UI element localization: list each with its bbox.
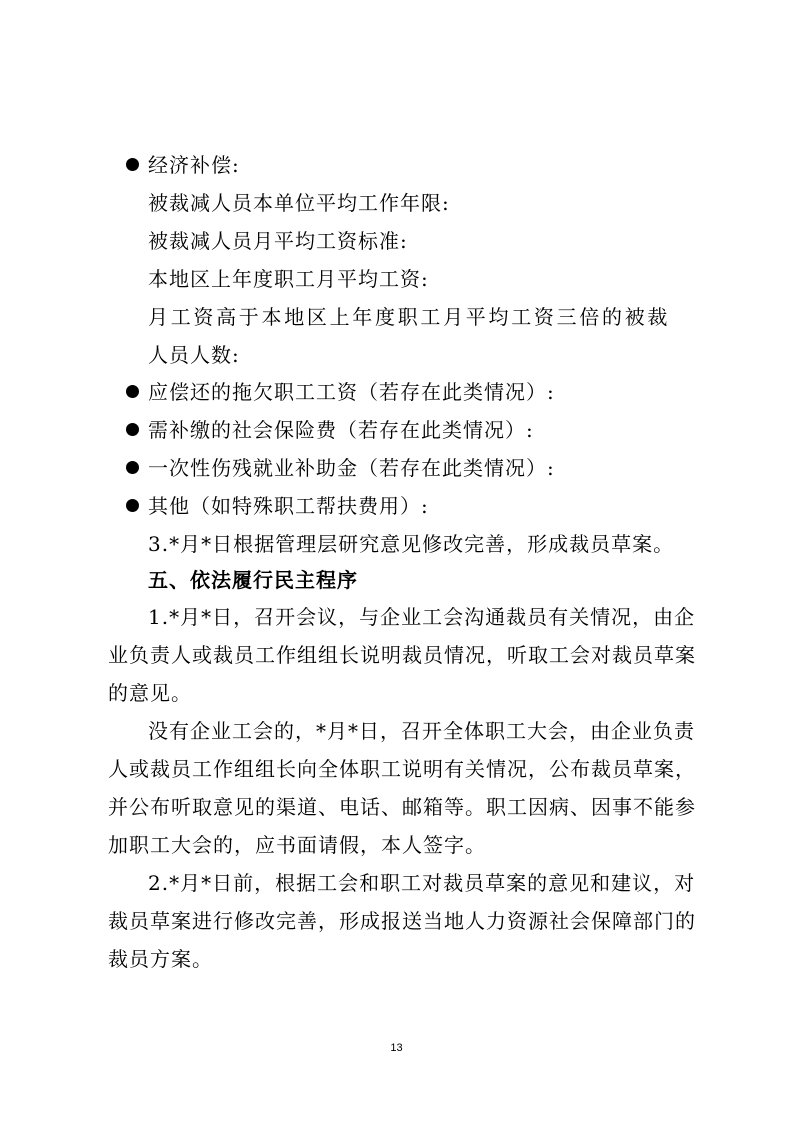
para3-line2: 裁员草案进行修改完善，形成报送当地人力资源社会保障部门的 bbox=[108, 909, 696, 933]
step-3: 3.*月*日根据管理层研究意见修改完善，形成裁员草案。 bbox=[148, 532, 675, 556]
para3-line3: 裁员方案。 bbox=[108, 947, 213, 971]
bullet-other: 其他（如特殊职工帮扶费用）: bbox=[148, 494, 429, 518]
para2-line1: 没有企业工会的，*月*日，召开全体职工大会，由企业负责 bbox=[148, 719, 695, 743]
para3-line1: 2.*月*日前，根据工会和职工对裁员草案的意见和建议，对 bbox=[148, 871, 696, 895]
para1-line1: 1.*月*日，召开会议，与企业工会沟通裁员有关情况，由企 bbox=[148, 605, 696, 629]
comp-item-avg-years: 被裁减人员本单位平均工作年限: bbox=[148, 191, 450, 215]
bullet-dot bbox=[126, 423, 139, 436]
bullet-unpaid-wages: 应偿还的拖欠职工工资（若存在此类情况）: bbox=[148, 380, 555, 404]
bullet-dot bbox=[126, 385, 139, 398]
para2-line2: 人或裁员工作组组长向全体职工说明有关情况，公布裁员草案， bbox=[108, 757, 696, 781]
comp-item-high-salary-count-cont: 人员人数: bbox=[148, 343, 240, 367]
page-number: 13 bbox=[390, 1042, 403, 1054]
bullet-economic-compensation: 经济补偿: bbox=[148, 153, 240, 177]
para2-line3: 并公布听取意见的渠道、电话、邮箱等。职工因病、因事不能参 bbox=[108, 795, 696, 819]
para2-line4: 加职工大会的，应书面请假，本人签字。 bbox=[108, 833, 486, 857]
bullet-social-insurance: 需补缴的社会保险费（若存在此类情况）: bbox=[148, 418, 534, 442]
comp-item-local-avg-salary: 本地区上年度职工月平均工资: bbox=[148, 267, 429, 291]
comp-item-avg-salary: 被裁减人员月平均工资标准: bbox=[148, 229, 408, 253]
comp-item-high-salary-count: 月工资高于本地区上年度职工月平均工资三倍的被裁 bbox=[148, 305, 671, 329]
bullet-dot bbox=[126, 158, 139, 171]
bullet-dot bbox=[126, 461, 139, 474]
bullet-dot bbox=[126, 499, 139, 512]
para1-line3: 的意见。 bbox=[108, 681, 192, 705]
section-heading-5: 五、依法履行民主程序 bbox=[148, 568, 358, 592]
bullet-disability-subsidy: 一次性伤残就业补助金（若存在此类情况）: bbox=[148, 456, 555, 480]
para1-line2: 业负责人或裁员工作组组长说明裁员情况，听取工会对裁员草案 bbox=[108, 643, 696, 667]
